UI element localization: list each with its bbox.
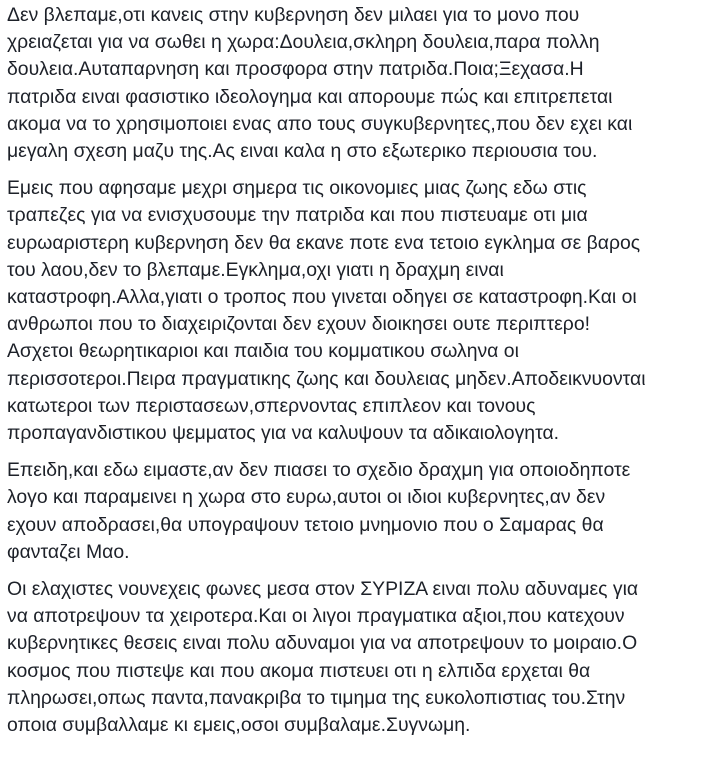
paragraph-4 — [7, 576, 698, 739]
text-line: Οι ελαχιστες νουνεχεις φωνες μεσα στον ΣΥΡΙΖΑ ειναι πολυ αδυναμες για — [7, 578, 639, 601]
text-line: οποια συμβαλλαμε κι εμεις,οσοι συμβαλαμε.Συγνωμη. — [7, 714, 471, 737]
text-line: φανταζει Μαο. — [7, 540, 130, 563]
text-line: δουλεια.Αυταπαρνηση και προσφορα στην πατριδα.Ποια;Ξεχασα.Η — [7, 58, 584, 81]
text-line: να αποτρεψουν τα χειροτερα.Και οι λιγοι πραγματικα αξιοι,που κατεχουν — [7, 605, 625, 628]
text-line: Δεν βλεπαμε,οτι κανεις στην κυβερνηση δεν μιλαει για το μονο που — [7, 4, 580, 26]
text-line: τραπεζες για να ενισχυσουμε την πατριδα και που πιστευαμε οτι μια — [7, 204, 588, 227]
text-line: κυβερνητικες θεσεις ειναι πολυ αδυναμοι για να αποτρεψουν το μοιραιο.Ο — [7, 632, 638, 655]
text-line: Επειδη,και εδω ειμαστε,αν δεν πιασει το σχεδιο δραχμη για οποιοδηποτε — [7, 459, 631, 482]
text-line: του λαου,δεν το βλεπαμε.Εγκλημα,οχι γιατι η δραχμη ειναι — [7, 258, 504, 281]
text-line: κοσμος που πιστεψε και που ακομα πιστευει οτι η ελπιδα ερχεται θα — [7, 659, 591, 682]
text-line: καταστροφη.Αλλα,γιατι ο τροπος που γινεται οδηγει σε καταστροφη.Και οι — [7, 286, 637, 309]
text-line: ακομα να το χρησιμοποιει ενας απο τους συγκυβερνητες,που δεν εχει και — [7, 112, 633, 135]
text-line: ευρωαριστερη κυβερνηση δεν θα εκανε ποτε ενα τετοιο εγκλημα σε βαρος — [7, 231, 641, 254]
text-line: χρειαζεται για να σωθει η χωρα:Δουλεια,σκληρη δουλεια,παρα πολλη — [7, 31, 600, 54]
text-line: Ασχετοι θεωρητικαριοι και παιδια του κομματικου σωληνα οι — [7, 340, 519, 363]
paragraph-2 — [7, 175, 698, 447]
paragraph-1 — [7, 2, 698, 165]
text-line: κατωτεροι των περιστασεων,σπερνοντας επιπλεον και τονους — [7, 394, 536, 417]
text-line: περισσοτεροι.Πειρα πραγματικης ζωης και δουλειας μηδεν.Αποδεικνυονται — [7, 367, 646, 390]
paragraph-3 — [7, 457, 698, 566]
text-line: ανθρωποι που το διαχειριζονται δεν εχουν διοικησει ουτε περιπτερο! — [7, 313, 591, 336]
text-line: Εμεις που αφησαμε μεχρι σημερα τις οικονομιες μιας ζωης εδω στις — [7, 177, 587, 200]
text-line: εχουν αποδρασει,θα υπογραψουν τετοιο μνημονιο που ο Σαμαρας θα — [7, 513, 604, 536]
text-line: λογο και παραμεινει η χωρα στο ευρω,αυτοι οι ιδιοι κυβερνητες,αν δεν — [7, 486, 606, 509]
text-line: μεγαλη σχεση μαζυ της.Ας ειναι καλα η στο εξωτερικο περιουσια του. — [7, 140, 598, 163]
text-line: πληρωσει,οπως παντα,πανακριβα το τιμημα της ευκολοπιστιας του.Στην — [7, 686, 626, 709]
text-line: πατριδα ειναι φασιστικο ιδεολογημα και απορουμε πώς και επιτρεπεται — [7, 85, 613, 108]
text-line: προπαγανδιστικου ψεμματος για να καλυψουν τα αδικαιολογητα. — [7, 422, 560, 445]
